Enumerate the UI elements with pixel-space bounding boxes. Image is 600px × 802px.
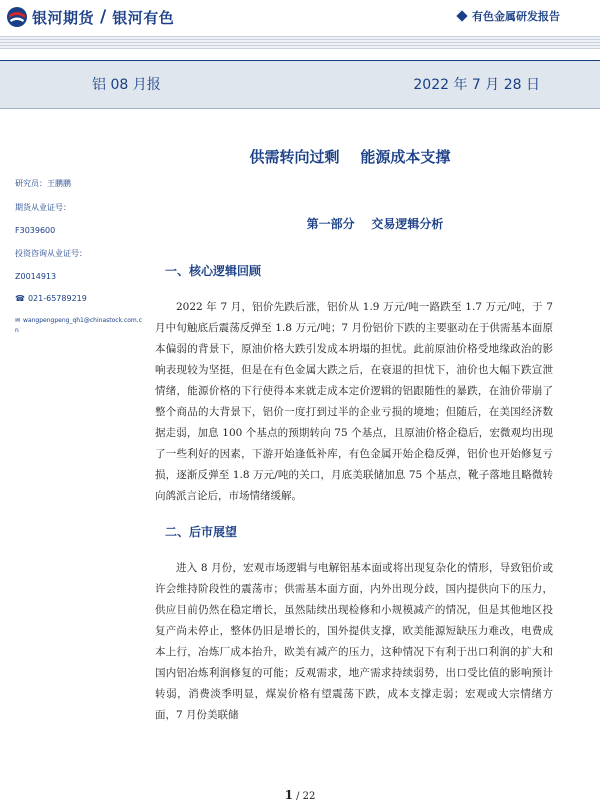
report-type <box>458 8 560 24</box>
mail-icon: ✉ <box>15 317 21 324</box>
galaxy-logo-icon <box>6 6 28 28</box>
futures-cert: F3039600 <box>15 226 56 235</box>
invest-cert-label: 投资咨询从业证号： <box>15 249 87 258</box>
brand-logo-group <box>6 4 174 30</box>
phone-icon: ☎ <box>15 294 25 303</box>
report-body <box>145 215 565 726</box>
part-title: 第一部分 交易逻辑分析 <box>306 217 444 231</box>
section-title-2: 二、后市展望 <box>165 525 238 539</box>
section-2-paragraph: 进入 8 月份，宏观市场逻辑与电解铝基本面或将出现复杂化的情形，导致铝价或许会维持阶段性的震荡市；供需基本面方面，内外出现分歧，国内提供向下的压力，供应目前仍然在稳定增长，虽然陆续出现检修和小规模减产的情况，但是其他地区投复产尚未停止，整体仍旧是增长的，国外提供支撑，欧美能源短缺压力难改，电费成本上行，冶炼厂成本抬升，欧美有减产的压力，这种情况下有利于出口利润的扩大和国内铝冶炼利润修复的可能；反观需求，地产需求持续弱势，出口受比值的影响预计转弱，消费淡季明显，煤炭价格有望震荡下跌，成本支撑走弱；宏观或大宗情绪方面，7 月份美联储 <box>155 562 553 721</box>
researcher: 研究员：王鹏鹏 <box>15 179 71 188</box>
futures-cert-label: 期货从业证号： <box>15 203 71 212</box>
invest-cert: Z0014913 <box>15 272 57 281</box>
diamond-icon <box>456 10 467 21</box>
email-link[interactable]: wangpengpeng_qh1@chinastock.com.cn <box>15 317 142 334</box>
phone: 021-65789219 <box>27 294 87 303</box>
section-1-paragraph: 2022 年 7 月，铝价先跌后涨，铝价从 1.9 万元/吨一路跌至 1.7 万元/吨，于 7 月中旬触底后震荡反弹至 1.8 万元/吨；7 月份铝价下跌的主要驱动在于供需基本面原本偏弱的背景下，原油价格大跌引发成本坍塌的担忧。此前原油价格受地缘政治的影响表现较为坚挺，但是在有色金属大跌之后，在衰退的担忧下，油价也大幅下跌宣泄情绪，能源价格的下行使得本来就走成本定价逻辑的铝跟随性的暴跌，在油价带崩了整个商品的大背景下，铝价一度打到过半的企业亏损的境地；但随后，在美国经济数据走弱，加息 100 个基点的预期转向 75 个基点，且原油价格企稳后，宏微观均出现了一些利好的因素，下游开始逢低补库，有色金属开始企稳反弹，铝价也开始修复亏损，逐渐反弹至 1.8 万元/吨的关口，月底美联储加息 75 个基点，靴子落地且略微转向鸽派言论后，市场情绪缓解。 <box>155 301 553 502</box>
brand-sub: 银河有色 <box>112 8 175 27</box>
page-total: / 22 <box>296 791 316 802</box>
report-name: 铝 08 月报 <box>92 77 161 93</box>
phone-row <box>15 294 143 303</box>
header-stripe <box>0 36 600 49</box>
report-type-label: 有色金属研发报告 <box>472 10 560 23</box>
brand-separator: / <box>100 7 107 27</box>
page-title: 供需转向过剩 能源成本支撑 <box>249 148 451 166</box>
page-current: 1 <box>284 788 293 802</box>
report-date: 2022 年 7 月 28 日 <box>413 77 540 93</box>
section-title-1: 一、核心逻辑回顾 <box>165 264 262 278</box>
email-row <box>15 316 143 336</box>
analyst-sidebar <box>15 178 143 349</box>
brand-name: 银河期货 <box>32 8 95 27</box>
